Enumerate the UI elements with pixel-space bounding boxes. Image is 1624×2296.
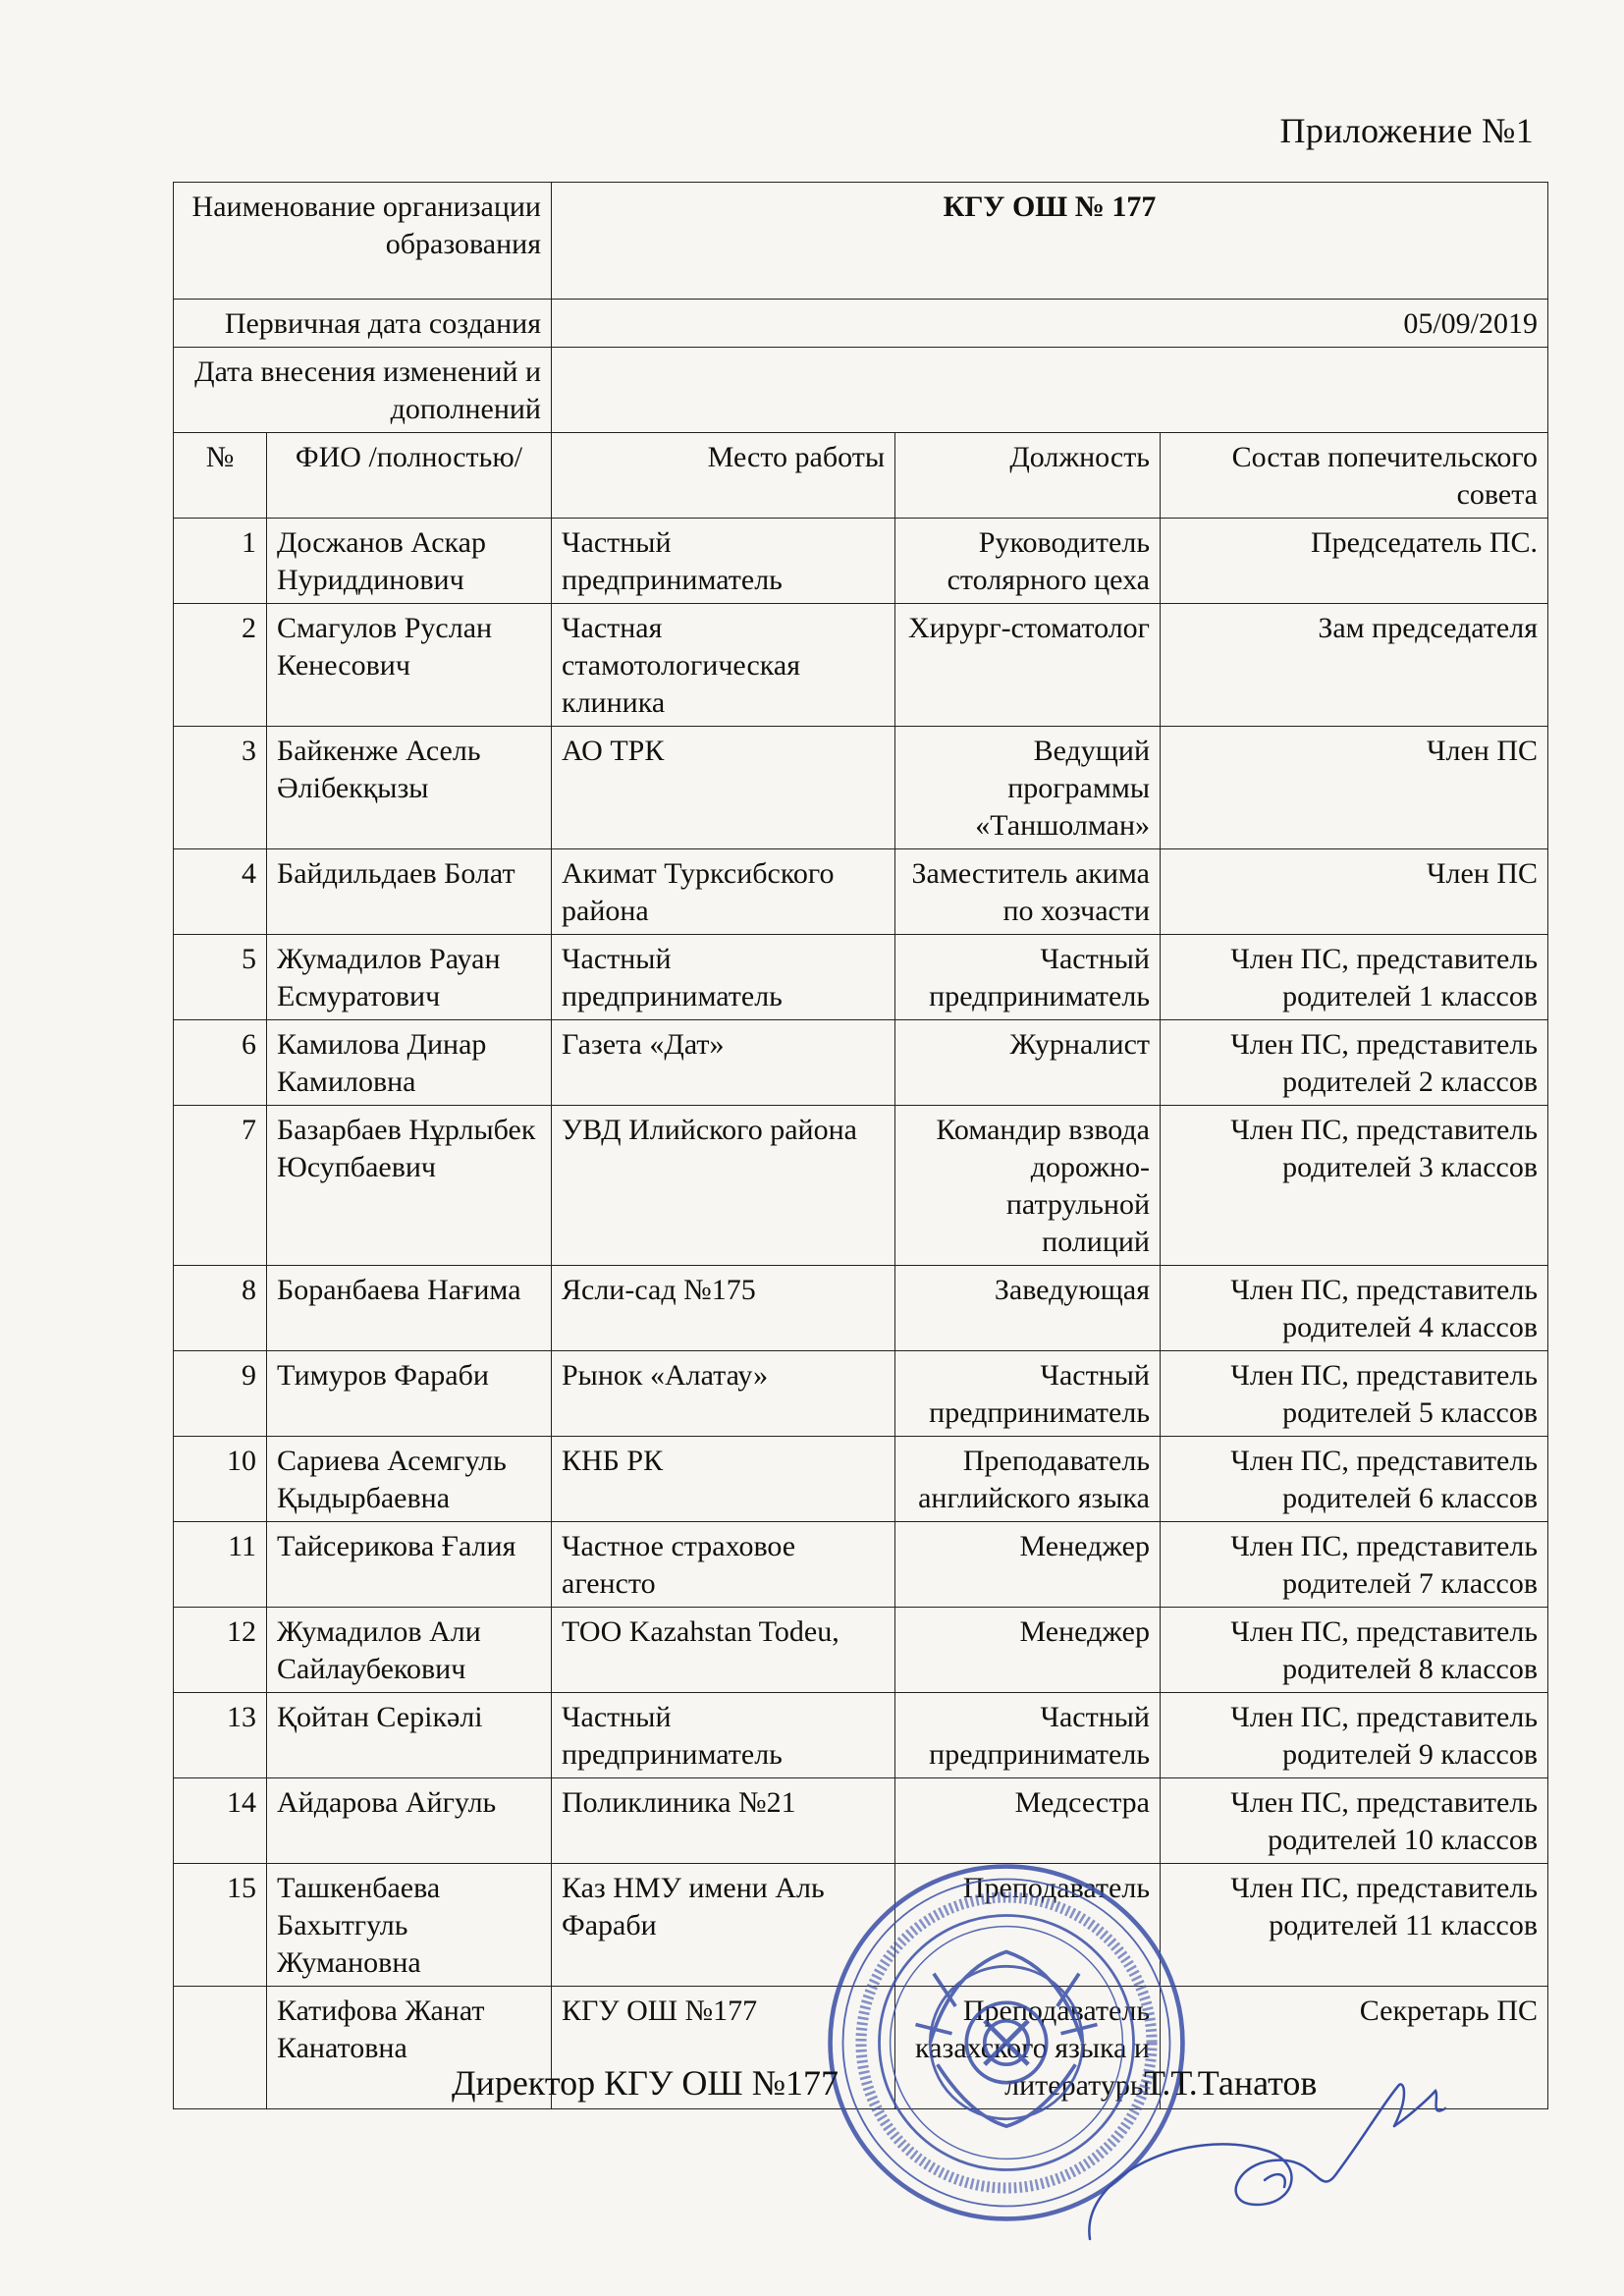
row-workplace: Частный предприниматель: [552, 935, 895, 1020]
table-row: [174, 849, 1548, 935]
table-row: [174, 1608, 1548, 1693]
table-row: [174, 1266, 1548, 1351]
org-name-value: КГУ ОШ № 177: [552, 183, 1548, 300]
table-row: [174, 935, 1548, 1020]
row-name: Камилова Динар Камиловна: [267, 1020, 552, 1106]
row-name: Сариева Асемгуль Қыдырбаевна: [267, 1437, 552, 1522]
column-header-row: [174, 433, 1548, 519]
row-workplace: УВД Илийского района: [552, 1106, 895, 1266]
row-workplace: Частный предприниматель: [552, 519, 895, 604]
row-role: Член ПС: [1161, 849, 1548, 935]
table-row: [174, 1522, 1548, 1608]
row-workplace: ТОО Kazahstan Todeu,: [552, 1608, 895, 1693]
row-num: 14: [174, 1778, 267, 1864]
row-name: Жумадилов Али Сайлаубекович: [267, 1608, 552, 1693]
row-num: 13: [174, 1693, 267, 1778]
row-role: Член ПС, представитель родителей 11 классов: [1161, 1864, 1548, 1987]
row-position: Преподаватель: [895, 1864, 1161, 1987]
row-workplace: Частная стамотологическая клиника: [552, 604, 895, 727]
table-row: [174, 727, 1548, 849]
row-role: Член ПС: [1161, 727, 1548, 849]
row-role: Член ПС, представитель родителей 1 классов: [1161, 935, 1548, 1020]
changes-date-label: Дата внесения изменений и дополнений: [174, 348, 552, 433]
row-workplace: Частное страховое агенсто: [552, 1522, 895, 1608]
col-header-num: №: [174, 433, 267, 519]
row-workplace: Каз НМУ имени Аль Фараби: [552, 1864, 895, 1987]
table-row: [174, 1020, 1548, 1106]
row-position: Хирург-стоматолог: [895, 604, 1161, 727]
row-workplace: АО ТРК: [552, 727, 895, 849]
row-num: 6: [174, 1020, 267, 1106]
row-num: 10: [174, 1437, 267, 1522]
row-name: Қойтан Серікәлі: [267, 1693, 552, 1778]
row-num: 2: [174, 604, 267, 727]
row-role: Член ПС, представитель родителей 3 классов: [1161, 1106, 1548, 1266]
table-row: [174, 1693, 1548, 1778]
row-workplace: КНБ РК: [552, 1437, 895, 1522]
director-title: Директор КГУ ОШ №177: [452, 2063, 839, 2103]
table-row: [174, 1778, 1548, 1864]
row-position: Частный предприниматель: [895, 935, 1161, 1020]
director-name: Т.Т.Танатов: [1144, 2063, 1318, 2103]
row-num: [174, 1987, 267, 2109]
row-role: Член ПС, представитель родителей 10 классов: [1161, 1778, 1548, 1864]
row-num: 11: [174, 1522, 267, 1608]
table-row: [174, 1106, 1548, 1266]
row-workplace: Акимат Турксибского района: [552, 849, 895, 935]
signature-icon: [1070, 2057, 1522, 2254]
row-role: Член ПС, представитель родителей 7 классов: [1161, 1522, 1548, 1608]
changes-date-row: [174, 348, 1548, 433]
created-date-value: 05/09/2019: [552, 300, 1548, 348]
row-name: Тайсерикова Ғалия: [267, 1522, 552, 1608]
row-workplace: Поликлиника №21: [552, 1778, 895, 1864]
col-header-role: Состав попечительского совета: [1161, 433, 1548, 519]
row-num: 4: [174, 849, 267, 935]
row-name: Байкенже Асель Әлібекқызы: [267, 727, 552, 849]
row-name: Катифова Жанат Канатовна: [267, 1987, 552, 2109]
row-name: Ташкенбаева Бахытгуль Жумановна: [267, 1864, 552, 1987]
row-role: Секретарь ПС: [1161, 1987, 1548, 2109]
row-num: 1: [174, 519, 267, 604]
row-position: Частный предприниматель: [895, 1693, 1161, 1778]
row-position: Менеджер: [895, 1522, 1161, 1608]
org-name-label: Наименование организации образования: [174, 183, 552, 300]
org-name-row: [174, 183, 1548, 300]
changes-date-value: [552, 348, 1548, 433]
table-row: [174, 519, 1548, 604]
row-name: Досжанов Аскар Нуриддинович: [267, 519, 552, 604]
table-row: [174, 1351, 1548, 1437]
row-role: Член ПС, представитель родителей 6 классов: [1161, 1437, 1548, 1522]
row-role: Член ПС, представитель родителей 4 классов: [1161, 1266, 1548, 1351]
row-position: Частный предприниматель: [895, 1351, 1161, 1437]
row-position: Журналист: [895, 1020, 1161, 1106]
row-name: Тимуров Фараби: [267, 1351, 552, 1437]
row-position: Заведующая: [895, 1266, 1161, 1351]
row-num: 3: [174, 727, 267, 849]
row-position: Заместитель акима по хозчасти: [895, 849, 1161, 935]
col-header-position: Должность: [895, 433, 1161, 519]
col-header-name: ФИО /полностью/: [267, 433, 552, 519]
row-num: 5: [174, 935, 267, 1020]
row-num: 12: [174, 1608, 267, 1693]
row-role: Член ПС, представитель родителей 5 классов: [1161, 1351, 1548, 1437]
row-name: Смагулов Руслан Кенесович: [267, 604, 552, 727]
table-row: [174, 604, 1548, 727]
row-position: Руководитель столярного цеха: [895, 519, 1161, 604]
row-role: Зам председателя: [1161, 604, 1548, 727]
created-date-label: Первичная дата создания: [174, 300, 552, 348]
created-date-row: [174, 300, 1548, 348]
row-name: Байдильдаев Болат: [267, 849, 552, 935]
row-workplace: Рынок «Алатау»: [552, 1351, 895, 1437]
row-workplace: Ясли-сад №175: [552, 1266, 895, 1351]
row-num: 9: [174, 1351, 267, 1437]
row-position: Менеджер: [895, 1608, 1161, 1693]
row-role: Член ПС, представитель родителей 2 классов: [1161, 1020, 1548, 1106]
row-num: 15: [174, 1864, 267, 1987]
row-position: Командир взвода дорожно-патрульной полиций: [895, 1106, 1161, 1266]
row-name: Жумадилов Рауан Есмуратович: [267, 935, 552, 1020]
row-role: Член ПС, представитель родителей 8 классов: [1161, 1608, 1548, 1693]
trustee-board-table: [173, 182, 1548, 2109]
row-name: Айдарова Айгуль: [267, 1778, 552, 1864]
row-position: Медсестра: [895, 1778, 1161, 1864]
row-name: Боранбаева Нағима: [267, 1266, 552, 1351]
row-position: Преподаватель английского языка: [895, 1437, 1161, 1522]
col-header-workplace: Место работы: [552, 433, 895, 519]
row-workplace: Частный предприниматель: [552, 1693, 895, 1778]
row-position: Ведущий программы «Таншолман»: [895, 727, 1161, 849]
appendix-label: Приложение №1: [1279, 111, 1534, 150]
row-role: Член ПС, представитель родителей 9 классов: [1161, 1693, 1548, 1778]
row-num: 8: [174, 1266, 267, 1351]
table-row: [174, 1437, 1548, 1522]
row-name: Базарбаев Нұрлыбек Юсупбаевич: [267, 1106, 552, 1266]
row-workplace: Газета «Дат»: [552, 1020, 895, 1106]
row-role: Председатель ПС.: [1161, 519, 1548, 604]
row-workplace: КГУ ОШ №177: [552, 1987, 895, 2109]
row-position: Преподаватель казахского языка и литературы: [895, 1987, 1161, 2109]
row-num: 7: [174, 1106, 267, 1266]
